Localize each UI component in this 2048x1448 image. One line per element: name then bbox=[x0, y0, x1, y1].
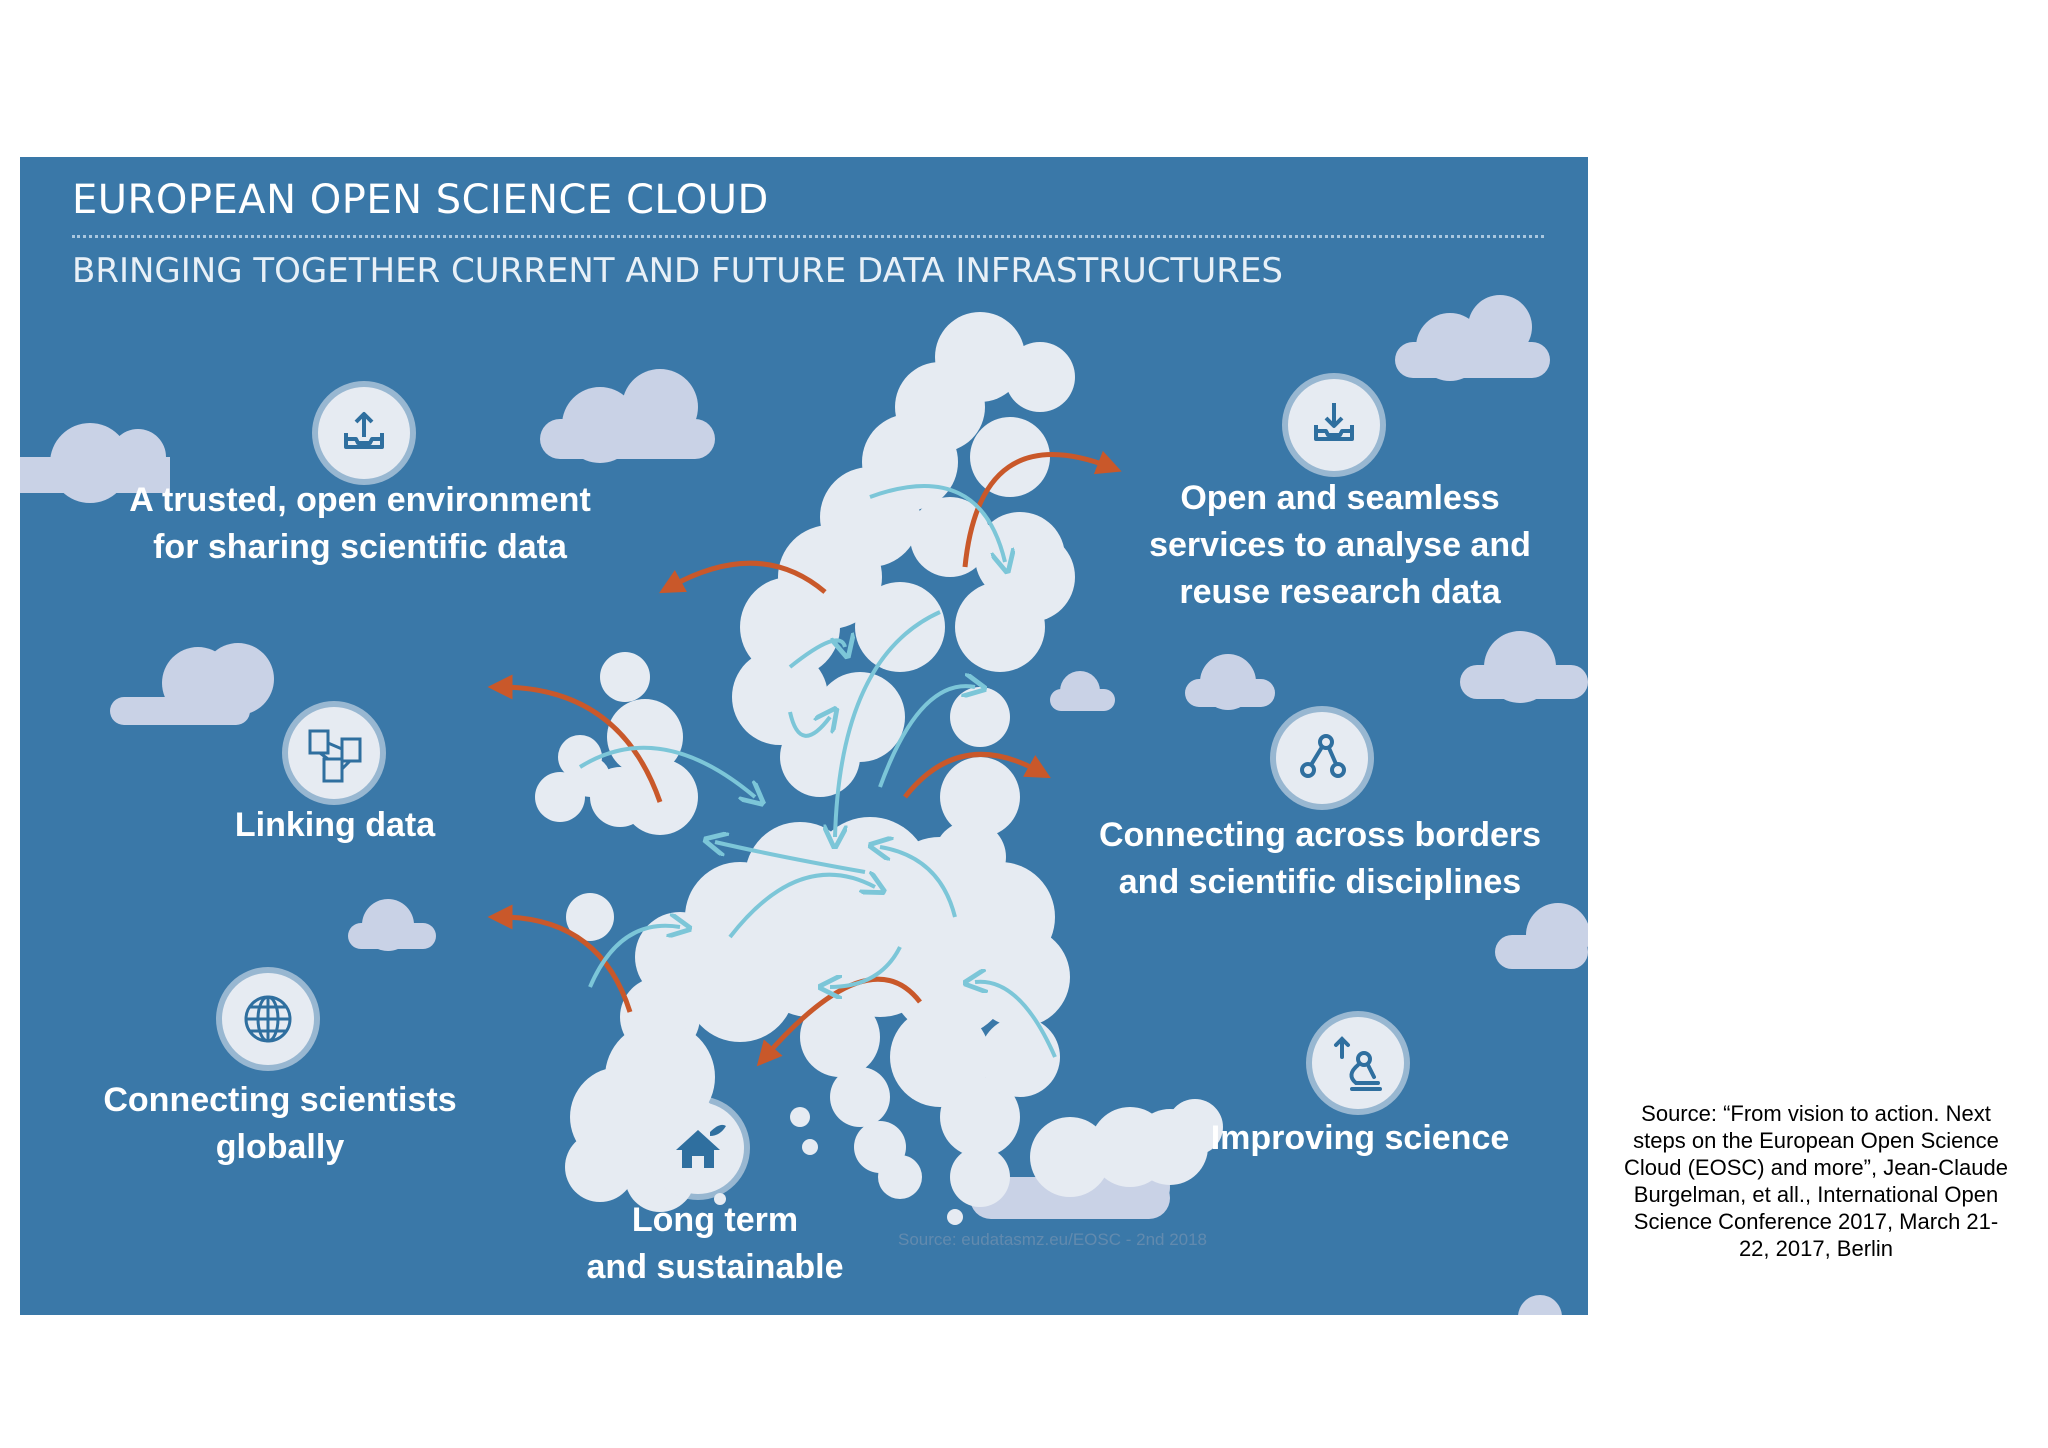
sky-cloud bbox=[1185, 654, 1275, 710]
benefit-line: globally bbox=[215, 1128, 345, 1166]
benefit-line: services to analyse and bbox=[1149, 526, 1531, 564]
citation-line: steps on the European Open Science bbox=[1633, 1128, 1999, 1153]
benefit-line: and scientific disciplines bbox=[1118, 863, 1522, 901]
citation-line: Cloud (EOSC) and more”, Jean-Claude bbox=[1624, 1155, 2008, 1180]
benefit-line: Open and seamless bbox=[1180, 479, 1500, 517]
infographic-subtitle: BRINGING TOGETHER CURRENT AND FUTURE DATA INFRASTRUCTURES bbox=[72, 251, 1283, 291]
download-tray-icon bbox=[1288, 379, 1380, 471]
benefit-line: A trusted, open environment bbox=[129, 481, 591, 519]
benefit-linking-data bbox=[150, 802, 520, 849]
sky-cloud bbox=[1395, 295, 1550, 381]
source-citation bbox=[1616, 1100, 2016, 1262]
benefit-seamless-services bbox=[1100, 475, 1580, 616]
benefit-line: Improving science bbox=[1210, 1119, 1510, 1157]
sky-cloud bbox=[348, 899, 436, 951]
upload-tray-icon bbox=[318, 387, 410, 479]
benefit-line: Linking data bbox=[234, 806, 436, 844]
infographic-title: EUROPEAN OPEN SCIENCE CLOUD bbox=[72, 177, 769, 223]
benefit-line: Connecting across borders bbox=[1098, 816, 1542, 854]
benefit-line: Long term bbox=[631, 1201, 799, 1239]
linked-documents-icon bbox=[288, 707, 380, 799]
citation-line: Burgelman, et all., International Open bbox=[1633, 1182, 1999, 1207]
eosc-infographic bbox=[20, 157, 1588, 1315]
microscope-icon bbox=[1312, 1017, 1404, 1109]
benefit-trusted-environment bbox=[80, 477, 640, 571]
sky-cloud bbox=[1460, 631, 1588, 703]
benefit-connecting-borders bbox=[1080, 812, 1560, 906]
sky-cloud bbox=[540, 369, 715, 463]
benefit-line: Connecting scientists bbox=[103, 1081, 457, 1119]
benefit-line: and sustainable bbox=[586, 1248, 844, 1286]
network-nodes-icon bbox=[1276, 712, 1368, 804]
sky-cloud bbox=[1518, 1295, 1562, 1315]
orange-arrow bbox=[500, 917, 630, 1012]
sky-cloud bbox=[110, 643, 274, 725]
sky-cloud bbox=[1050, 671, 1115, 711]
sky-cloud bbox=[1495, 903, 1588, 969]
globe-icon bbox=[222, 973, 314, 1065]
citation-line: Science Conference 2017, March 21- bbox=[1633, 1209, 1999, 1234]
benefit-line: reuse research data bbox=[1179, 573, 1501, 611]
benefit-line: for sharing scientific data bbox=[153, 528, 567, 566]
dotted-divider bbox=[72, 235, 1544, 238]
house-leaf-icon bbox=[652, 1102, 744, 1194]
benefit-long-term bbox=[520, 1197, 910, 1291]
citation-line: 22, 2017, Berlin bbox=[1738, 1236, 1894, 1261]
citation-line: Source: “From vision to action. Next bbox=[1641, 1101, 1991, 1126]
image-watermark: Source: eudatasmz.eu/EOSC - 2nd 2018 bbox=[898, 1230, 1208, 1249]
benefit-connecting-scientists bbox=[60, 1077, 500, 1171]
benefit-improving-science bbox=[1160, 1115, 1560, 1162]
